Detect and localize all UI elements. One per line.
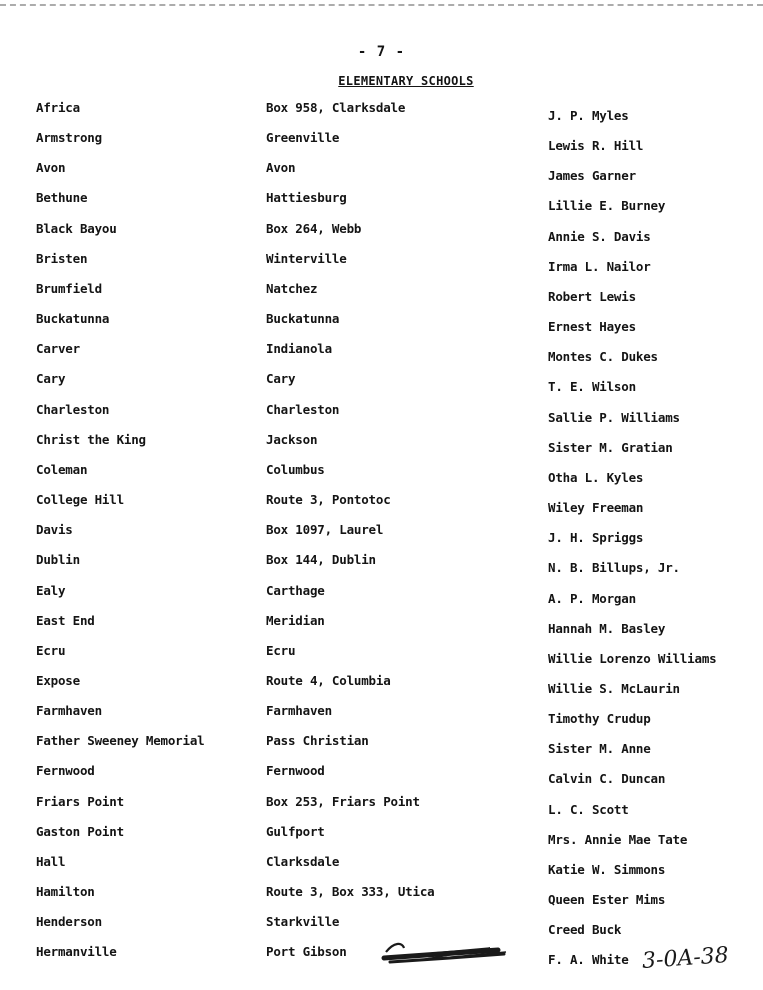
school-name: Farmhaven bbox=[36, 703, 102, 719]
school-address: Pass Christian bbox=[266, 733, 369, 749]
school-name: Hamilton bbox=[36, 884, 95, 900]
principal-name: Hannah M. Basley bbox=[548, 620, 666, 636]
principal-name: Sister M. Gratian bbox=[548, 439, 673, 455]
table-row bbox=[0, 581, 763, 611]
school-address: Route 4, Columbia bbox=[266, 672, 391, 688]
top-dashed-rule bbox=[0, 0, 763, 6]
principal-name: Otha L. Kyles bbox=[548, 469, 644, 485]
school-address: Farmhaven bbox=[266, 703, 332, 719]
table-row bbox=[0, 339, 763, 369]
table-row bbox=[0, 611, 763, 641]
school-name: Henderson bbox=[36, 914, 102, 930]
principal-name: Queen Ester Mims bbox=[548, 892, 666, 908]
principal-name: Mrs. Annie Mae Tate bbox=[548, 831, 688, 847]
table-row bbox=[0, 671, 763, 701]
school-address: Box 1097, Laurel bbox=[266, 522, 384, 538]
table-row bbox=[0, 309, 763, 339]
principal-name: F. A. White bbox=[548, 952, 629, 968]
school-name: East End bbox=[36, 612, 95, 628]
table-row bbox=[0, 641, 763, 671]
table-row bbox=[0, 128, 763, 158]
school-name: Carver bbox=[36, 341, 80, 357]
school-address: Hattiesburg bbox=[266, 190, 347, 206]
principal-name: Wiley Freeman bbox=[548, 500, 644, 516]
principal-name: Creed Buck bbox=[548, 922, 622, 938]
school-name: Ealy bbox=[36, 582, 66, 598]
school-address: Box 958, Clarksdale bbox=[266, 100, 406, 115]
school-directory-list bbox=[0, 98, 763, 973]
school-name: Black Bayou bbox=[36, 220, 117, 236]
principal-name: Sallie P. Williams bbox=[548, 409, 680, 425]
principal-name: Calvin C. Duncan bbox=[548, 771, 666, 787]
principal-name: N. B. Billups, Jr. bbox=[548, 560, 680, 576]
principal-name: Montes C. Dukes bbox=[548, 349, 658, 365]
school-address: Box 144, Dublin bbox=[266, 552, 376, 568]
school-address: Jackson bbox=[266, 431, 318, 447]
principal-name: Lewis R. Hill bbox=[548, 138, 644, 154]
school-name: Hermanville bbox=[36, 944, 117, 960]
school-address: Ecru bbox=[266, 642, 296, 658]
table-row bbox=[0, 249, 763, 279]
school-address: Port Gibson bbox=[266, 944, 347, 960]
page-number: - 7 - bbox=[357, 44, 406, 60]
school-address: Greenville bbox=[266, 130, 340, 146]
table-row bbox=[0, 792, 763, 822]
school-name: Cary bbox=[36, 371, 66, 387]
table-row bbox=[0, 520, 763, 550]
school-name: Bethune bbox=[36, 190, 88, 206]
school-name: Brumfield bbox=[36, 280, 102, 296]
school-name: Fernwood bbox=[36, 763, 95, 779]
principal-name: T. E. Wilson bbox=[548, 379, 636, 395]
school-address: Natchez bbox=[266, 280, 318, 296]
table-row bbox=[0, 188, 763, 218]
principal-name: Ernest Hayes bbox=[548, 319, 636, 335]
principal-name: Robert Lewis bbox=[548, 288, 636, 304]
school-name: Expose bbox=[36, 672, 80, 688]
school-name: Gaston Point bbox=[36, 823, 124, 839]
school-address: Columbus bbox=[266, 461, 325, 477]
table-row bbox=[0, 701, 763, 731]
school-name: Ecru bbox=[36, 642, 66, 658]
school-name: Davis bbox=[36, 522, 73, 538]
section-heading: ELEMENTARY SCHOOLS bbox=[338, 74, 474, 88]
school-address: Meridian bbox=[266, 612, 325, 628]
school-address: Winterville bbox=[266, 250, 347, 266]
school-address: Gulfport bbox=[266, 823, 325, 839]
school-name: College Hill bbox=[36, 492, 124, 508]
school-address: Route 3, Box 333, Utica bbox=[266, 884, 435, 900]
school-name: Bristen bbox=[36, 250, 88, 266]
principal-name: A. P. Morgan bbox=[548, 590, 636, 606]
principal-name: J. H. Spriggs bbox=[548, 530, 644, 546]
principal-name: L. C. Scott bbox=[548, 801, 629, 817]
principal-name: Willie S. McLaurin bbox=[548, 680, 680, 696]
principal-name: Katie W. Simmons bbox=[548, 861, 666, 877]
table-row bbox=[0, 279, 763, 309]
school-address: Indianola bbox=[266, 341, 332, 357]
school-name: Hall bbox=[36, 853, 66, 869]
table-row bbox=[0, 98, 763, 128]
principal-name: Lillie E. Burney bbox=[548, 198, 666, 214]
school-name: Avon bbox=[36, 160, 66, 176]
school-address: Carthage bbox=[266, 582, 325, 598]
principal-name: J. P. Myles bbox=[548, 108, 629, 123]
school-name: Africa bbox=[36, 100, 80, 115]
principal-name: Willie Lorenzo Williams bbox=[548, 650, 717, 666]
school-name: Friars Point bbox=[36, 793, 124, 809]
handwritten-annotation: 3-0A-38 bbox=[641, 943, 730, 974]
school-address: Buckatunna bbox=[266, 311, 340, 327]
school-name: Father Sweeney Memorial bbox=[36, 733, 205, 749]
school-name: Armstrong bbox=[36, 130, 102, 146]
school-name: Coleman bbox=[36, 461, 88, 477]
table-row bbox=[0, 822, 763, 852]
table-row bbox=[0, 550, 763, 580]
table-row bbox=[0, 400, 763, 430]
school-name: Charleston bbox=[36, 401, 110, 417]
school-name: Christ the King bbox=[36, 431, 146, 447]
table-row bbox=[0, 761, 763, 791]
principal-name: Timothy Crudup bbox=[548, 711, 651, 727]
school-address: Cary bbox=[266, 371, 296, 387]
table-row bbox=[0, 460, 763, 490]
school-name: Buckatunna bbox=[36, 311, 110, 327]
table-row bbox=[0, 882, 763, 912]
school-address: Avon bbox=[266, 160, 296, 176]
table-row bbox=[0, 430, 763, 460]
school-name: Dublin bbox=[36, 552, 80, 568]
school-address: Box 253, Friars Point bbox=[266, 793, 420, 809]
table-row bbox=[0, 219, 763, 249]
school-address: Starkville bbox=[266, 914, 340, 930]
principal-name: Irma L. Nailor bbox=[548, 258, 651, 274]
principal-name: Annie S. Davis bbox=[548, 228, 651, 244]
strikethrough-scribble bbox=[380, 938, 515, 968]
school-address: Clarksdale bbox=[266, 853, 340, 869]
school-address: Box 264, Webb bbox=[266, 220, 362, 236]
principal-name: Sister M. Anne bbox=[548, 741, 651, 757]
table-row bbox=[0, 369, 763, 399]
table-row bbox=[0, 490, 763, 520]
principal-name: James Garner bbox=[548, 168, 636, 184]
school-address: Charleston bbox=[266, 401, 340, 417]
school-address: Route 3, Pontotoc bbox=[266, 492, 391, 508]
table-row bbox=[0, 852, 763, 882]
table-row bbox=[0, 731, 763, 761]
table-row bbox=[0, 158, 763, 188]
school-address: Fernwood bbox=[266, 763, 325, 779]
